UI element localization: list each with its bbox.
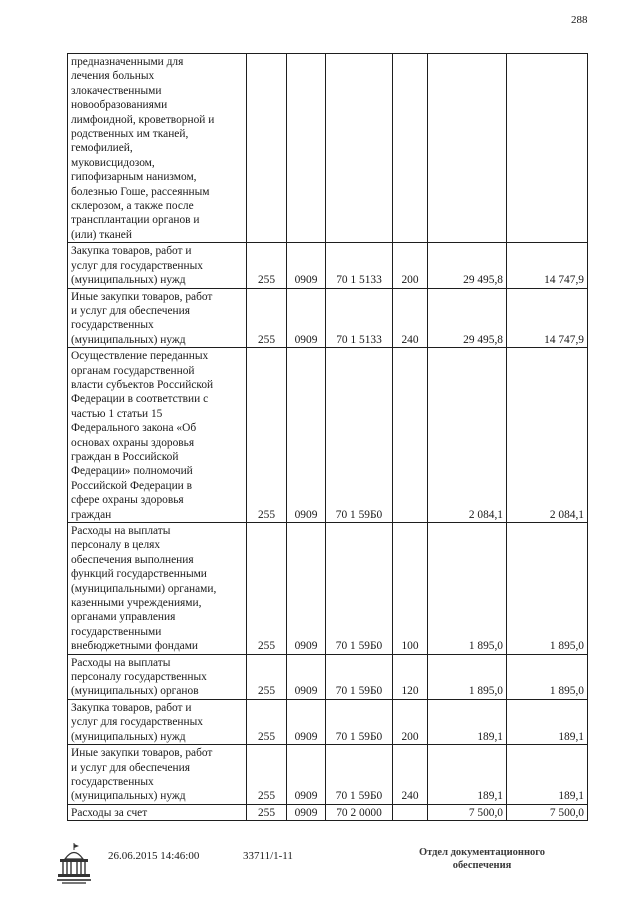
description-cell: [68, 54, 247, 243]
description-cell: [68, 243, 247, 288]
description-line: Закупка товаров, работ и: [71, 701, 192, 714]
expense-type-cell: 200: [393, 699, 428, 744]
description-line: Федерации в соответствии с: [71, 393, 209, 406]
description-line: гипофизарным нанизмом,: [71, 171, 197, 184]
description-cell: [68, 745, 247, 805]
description-line: и услуг для обеспечения: [71, 304, 190, 317]
description-line: муковисцидозом,: [71, 156, 155, 169]
table-row: [68, 654, 588, 699]
stamp-line: Отдел документационного: [418, 847, 546, 858]
description-line: лимфоидной, кроветворной и: [71, 113, 215, 126]
footer-document-code: 33711/1-11: [243, 850, 293, 862]
amount-second-cell: 14 747,9: [507, 243, 588, 288]
amount-total-cell: 1 895,0: [428, 523, 507, 655]
description-line: частью 1 статьи 15: [71, 407, 163, 420]
description-line: казенными учреждениями,: [71, 597, 202, 610]
target-article-cell: 70 1 59Б0: [326, 699, 393, 744]
amount-second-cell: 1 895,0: [507, 654, 588, 699]
amount-second-cell: 7 500,0: [507, 804, 588, 820]
description-line: функций государственными: [71, 568, 207, 581]
description-cell: [68, 699, 247, 744]
expense-type-cell: [393, 804, 428, 820]
description-line: (муниципальных) нужд: [71, 790, 186, 803]
description-line: граждан: [71, 508, 112, 521]
target-article-cell: 70 1 59Б0: [326, 745, 393, 805]
description-line: и услуг для обеспечения: [71, 761, 190, 774]
target-article-cell: 70 1 59Б0: [326, 523, 393, 655]
description-line: сфере охраны здоровья: [71, 494, 184, 507]
description-line: внебюджетными фондами: [71, 640, 199, 653]
target-article-cell: [326, 54, 393, 243]
expense-type-cell: 200: [393, 243, 428, 288]
description-cell: [68, 654, 247, 699]
amount-total-cell: 189,1: [428, 745, 507, 805]
description-line: (муниципальных) нужд: [71, 274, 186, 287]
stamp-line: обеспечения: [452, 860, 512, 871]
description-line: власти субъектов Российской: [71, 378, 214, 391]
description-line: государственными: [71, 625, 162, 638]
target-article-cell: 70 1 59Б0: [326, 654, 393, 699]
table-row: [68, 243, 588, 288]
description-line: гемофилией,: [71, 142, 133, 155]
target-article-cell: 70 1 5133: [326, 288, 393, 348]
target-article-cell: 70 2 0000: [326, 804, 393, 820]
target-article-cell: 70 1 59Б0: [326, 348, 393, 523]
expense-type-cell: [393, 348, 428, 523]
amount-total-cell: 29 495,8: [428, 243, 507, 288]
description-line: трансплантации органов и: [71, 214, 200, 227]
ministry-code-cell: 255: [247, 348, 287, 523]
description-line: (муниципальными) органами,: [71, 582, 217, 595]
section-code-cell: 0909: [287, 348, 326, 523]
amount-total-cell: 189,1: [428, 699, 507, 744]
amount-total-cell: 7 500,0: [428, 804, 507, 820]
department-stamp: [404, 846, 560, 872]
expense-type-cell: 240: [393, 745, 428, 805]
table-row: [68, 54, 588, 243]
footer-datetime: 26.06.2015 14:46:00: [108, 850, 200, 862]
description-line: (муниципальных) нужд: [71, 730, 186, 743]
description-line: склерозом, а также после: [71, 200, 194, 213]
table-row: [68, 745, 588, 805]
description-cell: [68, 804, 247, 820]
description-line: Иные закупки товаров, работ: [71, 290, 213, 303]
description-line: Расходы на выплаты: [71, 656, 171, 669]
description-line: основах охраны здоровья: [71, 436, 195, 449]
section-code-cell: 0909: [287, 523, 326, 655]
ministry-code-cell: 255: [247, 654, 287, 699]
expense-type-cell: 100: [393, 523, 428, 655]
description-line: государственных: [71, 775, 154, 788]
description-line: Закупка товаров, работ и: [71, 245, 192, 258]
description-line: (муниципальных) нужд: [71, 333, 186, 346]
description-line: Расходы за счет: [71, 806, 148, 819]
description-line: (или) тканей: [71, 228, 132, 241]
description-line: персоналу в целях: [71, 539, 161, 552]
section-code-cell: [287, 54, 326, 243]
amount-second-cell: 2 084,1: [507, 348, 588, 523]
description-line: злокачественными: [71, 84, 162, 97]
section-code-cell: 0909: [287, 654, 326, 699]
amount-total-cell: 1 895,0: [428, 654, 507, 699]
target-article-cell: 70 1 5133: [326, 243, 393, 288]
description-cell: [68, 288, 247, 348]
description-line: услуг для государственных: [71, 259, 203, 272]
section-code-cell: 0909: [287, 804, 326, 820]
ministry-code-cell: 255: [247, 804, 287, 820]
description-line: персоналу государственных: [71, 671, 207, 684]
description-line: родственных им тканей,: [71, 128, 189, 141]
table-row: [68, 804, 588, 820]
expense-type-cell: 240: [393, 288, 428, 348]
description-line: Иные закупки товаров, работ: [71, 747, 213, 760]
description-line: обеспечения выполнения: [71, 553, 194, 566]
amount-second-cell: [507, 54, 588, 243]
description-line: государственных: [71, 319, 154, 332]
description-line: болезнью Гоше, рассеянным: [71, 185, 210, 198]
description-line: новообразованиями: [71, 99, 168, 112]
section-code-cell: 0909: [287, 243, 326, 288]
description-line: Федерации» полномочий: [71, 465, 193, 478]
ministry-code-cell: [247, 54, 287, 243]
description-line: граждан в Российской: [71, 450, 179, 463]
budget-table: [67, 53, 588, 821]
amount-second-cell: 14 747,9: [507, 288, 588, 348]
table-row: [68, 699, 588, 744]
table-row: [68, 348, 588, 523]
amount-total-cell: 2 084,1: [428, 348, 507, 523]
amount-second-cell: 1 895,0: [507, 523, 588, 655]
description-line: предназначенными для: [71, 56, 184, 68]
ministry-code-cell: 255: [247, 523, 287, 655]
duma-building-emblem-icon: [54, 842, 94, 886]
amount-total-cell: [428, 54, 507, 243]
section-code-cell: 0909: [287, 288, 326, 348]
table-row: [68, 523, 588, 655]
section-code-cell: 0909: [287, 745, 326, 805]
description-line: Осуществление переданных: [71, 350, 209, 363]
table-row: [68, 288, 588, 348]
ministry-code-cell: 255: [247, 745, 287, 805]
description-line: органами управления: [71, 611, 176, 624]
expense-type-cell: [393, 54, 428, 243]
description-line: лечения больных: [71, 70, 155, 83]
amount-total-cell: 29 495,8: [428, 288, 507, 348]
ministry-code-cell: 255: [247, 699, 287, 744]
description-cell: [68, 348, 247, 523]
section-code-cell: 0909: [287, 699, 326, 744]
description-line: услуг для государственных: [71, 716, 203, 729]
description-cell: [68, 523, 247, 655]
description-line: (муниципальных) органов: [71, 685, 199, 698]
expense-type-cell: 120: [393, 654, 428, 699]
description-line: органам государственной: [71, 364, 195, 377]
description-line: Российской Федерации в: [71, 479, 193, 492]
description-line: Федерального закона «Об: [71, 422, 197, 435]
ministry-code-cell: 255: [247, 243, 287, 288]
amount-second-cell: 189,1: [507, 745, 588, 805]
ministry-code-cell: 255: [247, 288, 287, 348]
description-line: Расходы на выплаты: [71, 525, 171, 537]
amount-second-cell: 189,1: [507, 699, 588, 744]
page-number: 288: [571, 14, 588, 26]
